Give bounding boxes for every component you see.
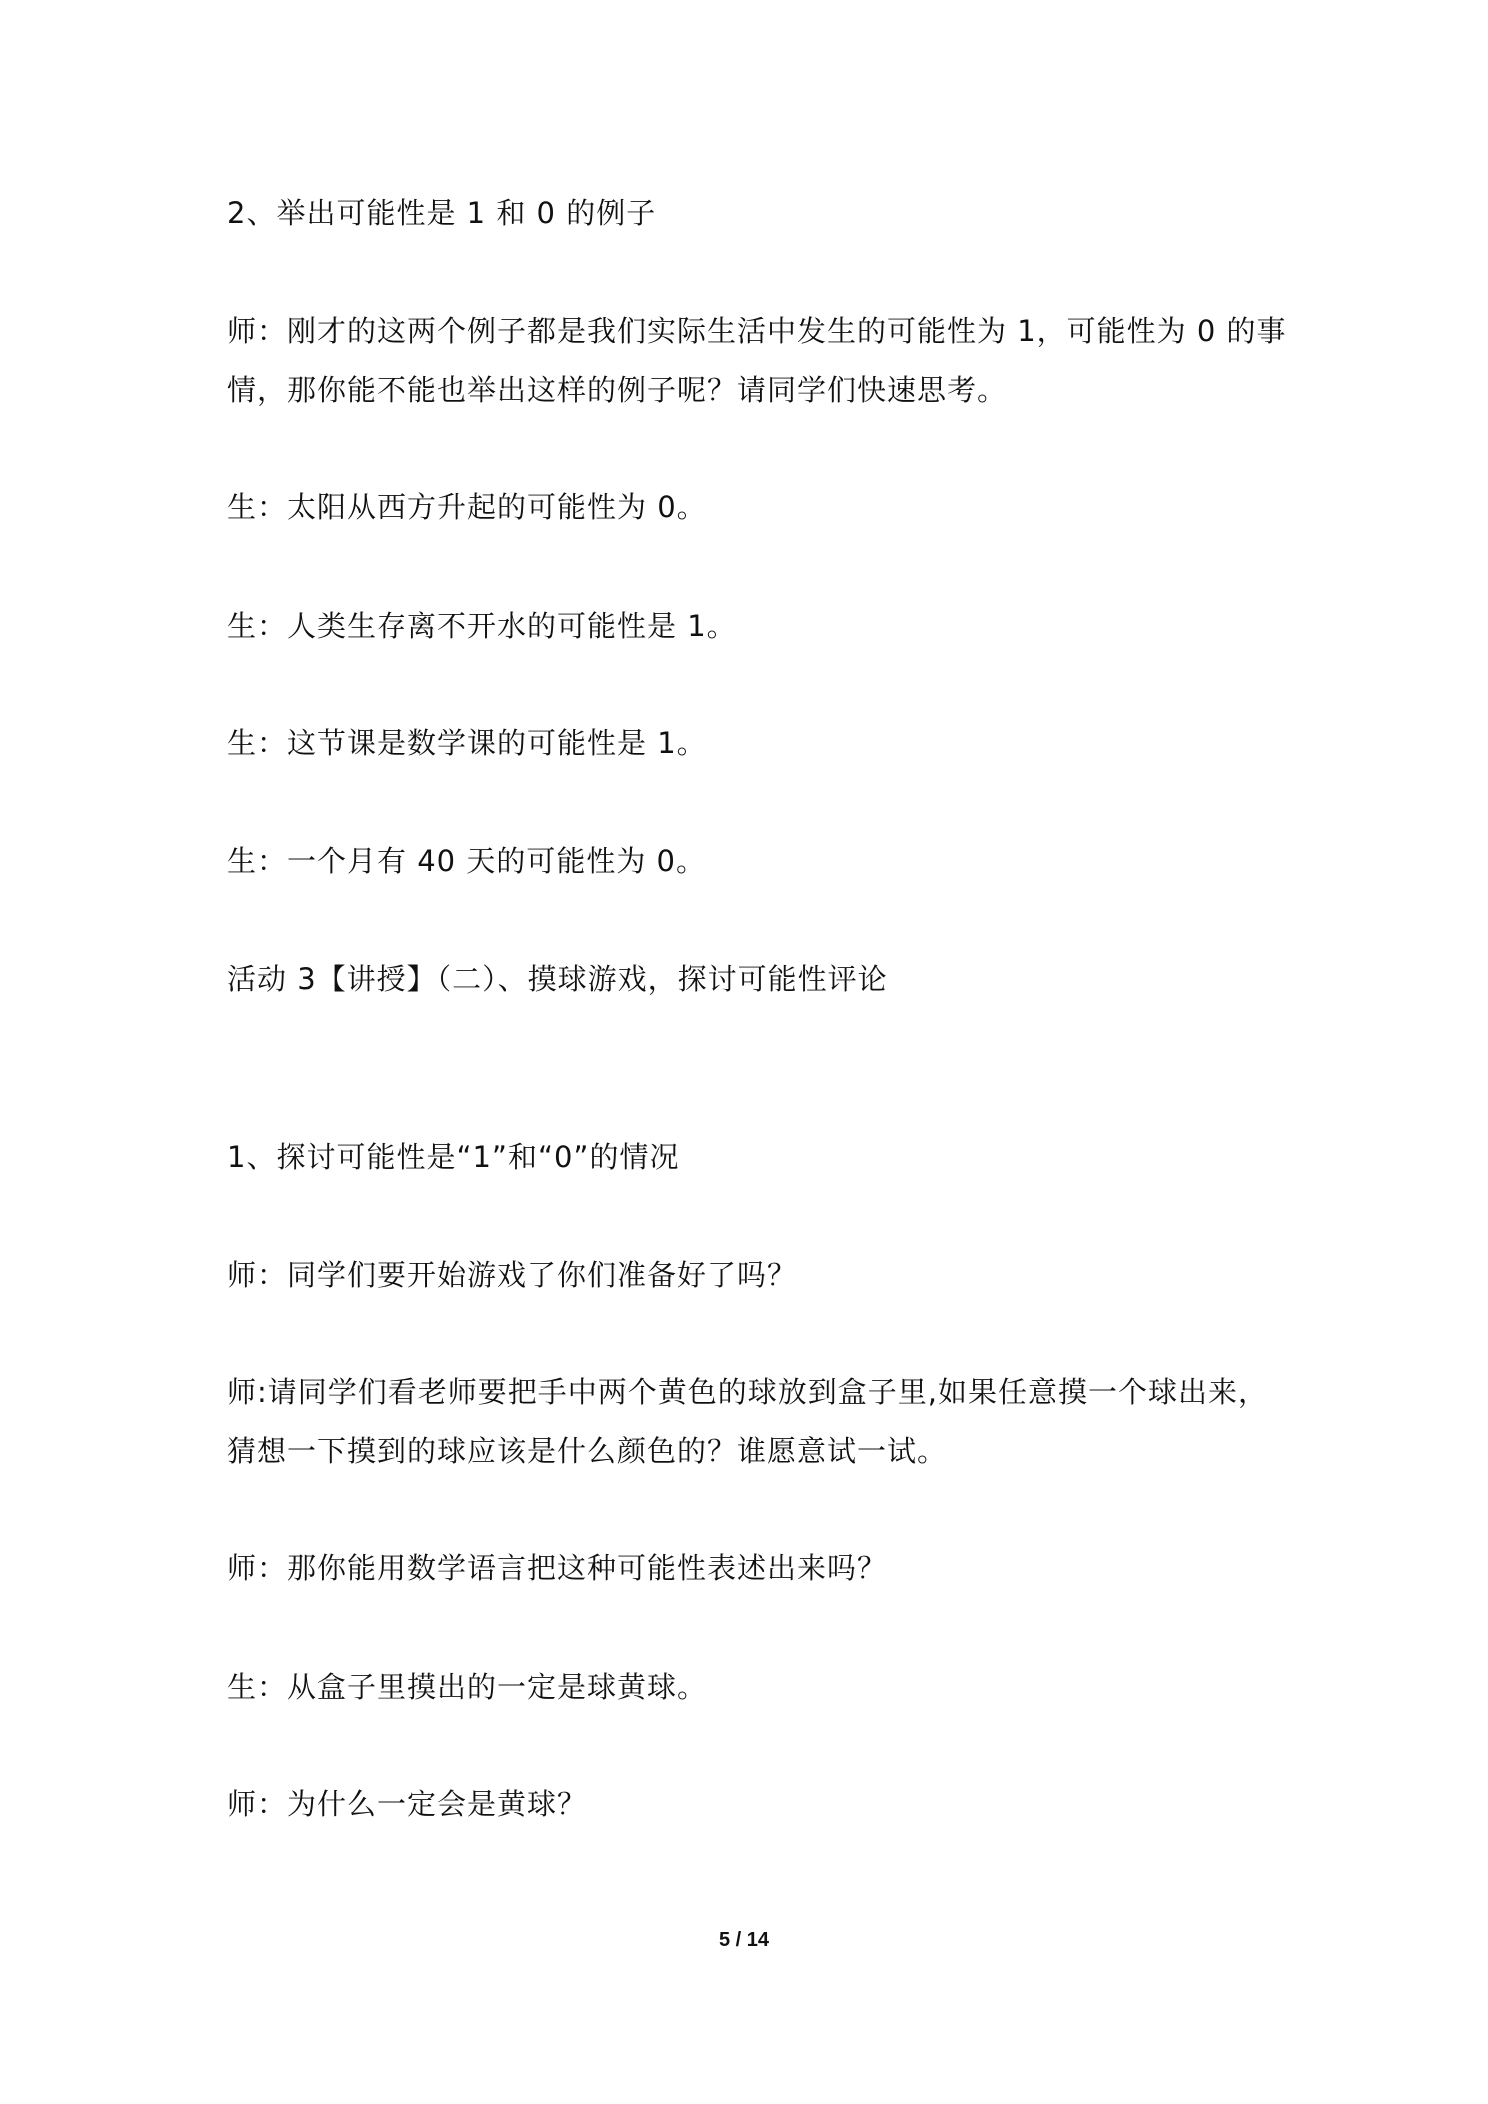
paragraph-line: 生：从盒子里摸出的一定是球黄球。 — [227, 1670, 708, 1704]
paragraph-line: 师:请同学们看老师要把手中两个黄色的球放到盒子里,如果任意摸一个球出来， — [227, 1375, 1268, 1409]
paragraph-line: 猜想一下摸到的球应该是什么颜色的？谁愿意试一试。 — [227, 1434, 948, 1468]
section-heading: 2、举出可能性是 1 和 0 的例子 — [227, 196, 657, 230]
paragraph-line: 师：刚才的这两个例子都是我们实际生活中发生的可能性为 1，可能性为 0 的事 — [227, 314, 1287, 348]
paragraph-line: 师：那你能用数学语言把这种可能性表述出来吗？ — [227, 1551, 888, 1585]
paragraph-line: 师：同学们要开始游戏了你们准备好了吗？ — [227, 1258, 798, 1292]
activity-heading: 活动 3【讲授】（二）、摸球游戏，探讨可能性评论 — [227, 962, 888, 996]
paragraph-line: 生：人类生存离不开水的可能性是 1。 — [227, 609, 737, 643]
paragraph-line: 生：一个月有 40 天的可能性为 0。 — [227, 844, 707, 878]
paragraph-line: 师：为什么一定会是黄球？ — [227, 1787, 588, 1821]
paragraph-line: 生：太阳从西方升起的可能性为 0。 — [227, 490, 707, 524]
section-heading: 1、探讨可能性是“1”和“0”的情况 — [227, 1140, 680, 1174]
paragraph-line: 生：这节课是数学课的可能性是 1。 — [227, 726, 707, 760]
paragraph-line: 情，那你能不能也举出这样的例子呢？请同学们快速思考。 — [227, 373, 1008, 407]
page-number: 5 / 14 — [718, 1929, 770, 1951]
